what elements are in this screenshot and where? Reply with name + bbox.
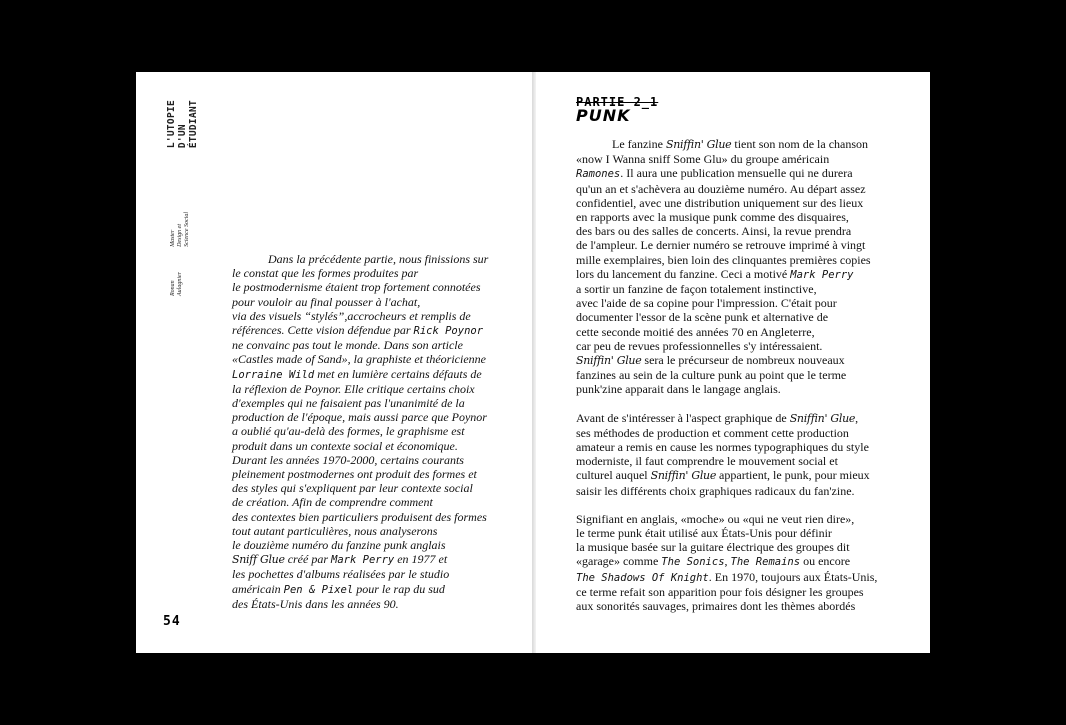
text-line: Dans la précédente partie, nous finissions sur	[268, 252, 489, 266]
fanzine-title: Sniffin' Glue	[576, 354, 642, 368]
left-page	[136, 72, 532, 653]
left-paragraph	[232, 252, 494, 611]
fanzine-title: Sniffin' Glue	[789, 411, 856, 425]
text-line: des styles qui s'expliquent par leur contexte social	[232, 481, 473, 496]
text-line: références. Cette vision défendue par Rick Poynor	[232, 323, 484, 338]
text-line: Avant de s'intéresser à l'aspect graphique de Sniffin' Glue,	[576, 410, 859, 425]
text-line: ce terme refait son apparition pour fois désigner les groupes	[576, 584, 864, 599]
text-line: saisir les différents choix graphiques radicaux du fan'zine.	[576, 483, 855, 498]
text-line: Signifiant en anglais, «moche» ou «qui ne veut rien dire»,	[576, 511, 855, 526]
text-line: ses méthodes de production et comment cette production	[576, 425, 849, 440]
author-line: Ronan	[170, 280, 176, 296]
text-line: The Shadows Of Knight. En 1970, toujours aux États-Unis,	[576, 569, 878, 584]
text-line: produit dans un contexte social et économique.	[232, 438, 458, 453]
fanzine-title: Sniffin' Glue	[665, 138, 732, 151]
program-line: Design et	[177, 224, 183, 247]
highlighted-name: The Remains	[730, 556, 801, 569]
text-line: a oublié qu'au-delà des formes, le graphisme est	[232, 424, 465, 439]
text-line: la musique basée sur la guitare électrique des groupes dit	[576, 540, 850, 555]
text-line: de l'ampleur. Le dernier numéro se retrouve imprimé à vingt	[576, 238, 866, 253]
book-title-vertical	[166, 100, 199, 148]
text-line: le postmodernisme étaient trop fortement connotées	[232, 280, 481, 295]
text-line: qu'un an et s'achèvera au douzième numéro. Au départ assez	[576, 181, 866, 196]
text-line: a sortir un fanzine de façon totalement instinctive,	[576, 282, 817, 297]
highlighted-name: Ramones	[576, 168, 621, 181]
text-line: Sniffin' Glue sera le précurseur de nombreux nouveaux	[576, 353, 845, 368]
text-line: mille exemplaires, bien loin des clinquantes premières copies	[576, 252, 871, 267]
text-line: des États-Unis dans les années 90.	[232, 596, 399, 611]
highlighted-name: Mark Perry	[331, 554, 395, 567]
text-line: Ramones. Il aura une publication mensuelle qui ne durera	[576, 166, 853, 181]
author-line: Aulagnier	[177, 272, 183, 296]
highlighted-name: Rick Poynor	[413, 325, 484, 338]
book-title-line: D'UN	[177, 124, 188, 149]
section-number: PARTIE 2_1	[576, 95, 659, 109]
text-line: «garage» comme The Sonics, The Remains ou encore	[576, 554, 851, 569]
text-line: des contextes bien particuliers produisent des formes	[232, 509, 487, 524]
fanzine-title: Sniff Glue	[232, 553, 285, 567]
highlighted-name: The Shadows Of Knight	[576, 571, 709, 584]
book-title-line: ÉTUDIANT	[188, 100, 199, 149]
text-line: américain Pen & Pixel pour le rap du sud	[232, 581, 445, 596]
right-body-text	[576, 137, 906, 613]
text-line: fanzines au sein de la culture punk au point que le terme	[576, 368, 847, 383]
text-line: «now I Wanna sniff Some Glu» du groupe américain	[576, 152, 830, 167]
text-line: culturel auquel Sniffin' Glue appartient, le punk, pour mieux	[576, 468, 870, 483]
highlighted-name: Lorraine Wild	[232, 368, 315, 381]
text-line: d'exemples qui ne faisaient pas l'unanimité de la	[232, 396, 465, 411]
text-line: lors du lancement du fanzine. Ceci a motivé Mark Perry	[576, 266, 854, 281]
text-line: production de l'époque, mais aussi parce que Poynor	[232, 410, 487, 425]
text-line: aux sonorités sauvages, primaires dont les thèmes abordés	[576, 599, 856, 614]
text-line: pour vouloir au final pousser à l'achat,	[232, 294, 421, 309]
text-line: Sniff Glue créé par Mark Perry en 1977 et	[232, 552, 448, 567]
text-line: via des visuels “stylés”,accrocheurs et remplis de	[232, 308, 471, 323]
highlighted-name: The Sonics	[661, 556, 725, 569]
text-line: Le fanzine Sniffin' Glue tient son nom de la chanson	[612, 137, 869, 151]
text-line: cette seconde moitié des années 70 en Angleterre,	[576, 324, 815, 339]
program-line: Master	[170, 229, 176, 247]
right-page	[536, 72, 930, 653]
text-line: punk'zine apparait dans le langage anglais.	[576, 382, 781, 397]
program-label-vertical	[170, 212, 191, 247]
left-body-text	[232, 252, 494, 611]
text-line: confidentiel, avec une distribution uniquement sur des lieux	[576, 195, 864, 210]
program-line: Science Social	[184, 212, 190, 247]
text-line: la réflexion de Poynor. Elle critique certains choix	[232, 381, 475, 396]
text-line: des bars ou des salles de concerts. Ainsi, la revue prendra	[576, 224, 852, 239]
section-title: PUNK	[576, 106, 631, 125]
highlighted-name: Pen & Pixel	[283, 583, 354, 596]
page-number: 54	[163, 614, 181, 629]
text-line: Durant les années 1970-2000, certains courants	[232, 452, 464, 467]
right-paragraph-1	[576, 137, 906, 397]
fanzine-title: Sniffin' Glue	[650, 469, 717, 483]
text-line: ne convainc pas tout le monde. Dans son article	[232, 338, 463, 353]
right-paragraph-2	[576, 411, 906, 498]
text-line: en rapports avec la musique punk comme des disquaires,	[576, 210, 849, 225]
text-line: les pochettes d'albums réalisées par le studio	[232, 567, 450, 582]
text-line: tout autant particulières, nous analyserons	[232, 523, 438, 538]
text-line: le constat que les formes produites par	[232, 266, 419, 281]
text-line: le terme punk était utilisé aux États-Unis pour définir	[576, 526, 832, 541]
highlighted-name: Mark Perry	[790, 268, 854, 281]
right-paragraph-3	[576, 512, 906, 613]
text-line: car peu de revues professionnelles s'y intéressaient.	[576, 338, 823, 353]
text-line: le douzième numéro du fanzine punk anglais	[232, 538, 446, 553]
author-label-vertical	[170, 272, 184, 296]
text-line: de création. Afin de comprendre comment	[232, 495, 433, 510]
text-line: documenter l'essor de la scène punk et alternative de	[576, 310, 829, 325]
text-line: amateur a remis en cause les normes typographiques du style	[576, 440, 869, 455]
text-line: avec l'aide de sa copine pour l'impression. C'était pour	[576, 296, 837, 311]
text-line: moderniste, il faut comprendre le mouvement social et	[576, 454, 838, 469]
text-line: Lorraine Wild met en lumière certains défauts de	[232, 366, 482, 381]
book-title-line: L'UTOPIE	[166, 100, 177, 149]
section-heading	[576, 96, 658, 124]
text-line: «Castles made of Sand», la graphiste et théoricienne	[232, 352, 486, 367]
text-line: pleinement postmodernes ont produit des formes et	[232, 467, 477, 482]
